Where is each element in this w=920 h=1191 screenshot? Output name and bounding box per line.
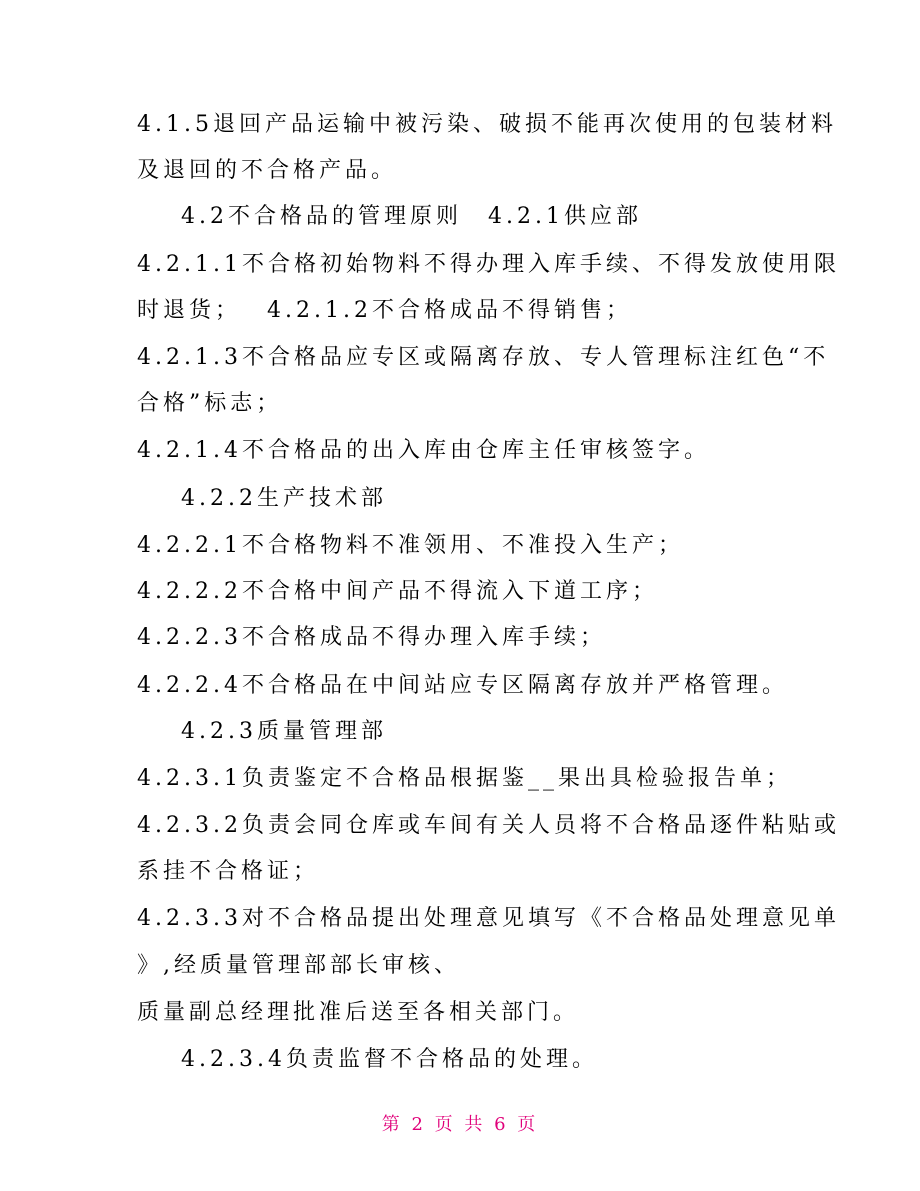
section-heading: 4.2.2生产技术部 xyxy=(181,486,387,511)
paragraph-line: 》,经质量管理部部长审核、 xyxy=(137,953,460,978)
paragraph-line: 系挂不合格证； xyxy=(137,859,320,884)
paragraph-line: 4.2.3.4负责监督不合格品的处理。 xyxy=(181,1047,598,1072)
paragraph-line: 4.1.5退回产品运输中被污染、破损不能再次使用的包装材料 xyxy=(137,112,837,137)
paragraph-line: 及退回的不合格产品。 xyxy=(137,158,398,183)
paragraph-line: 4.2.3.1负责鉴定不合格品根据鉴__果出具检验报告单； xyxy=(137,766,792,791)
paragraph-line: 质量副总经理批准后送至各相关部门。 xyxy=(137,1000,580,1025)
paragraph-line: 4.2.1.1不合格初始物料不得办理入库手续、不得发放使用限 xyxy=(137,252,840,277)
paragraph-line: 4.2.3.2负责会同仓库或车间有关人员将不合格品逐件粘贴或 xyxy=(137,813,840,838)
paragraph-line: 4.2.1.3不合格品应专区或隔离存放、专人管理标注红色“不 xyxy=(137,345,830,370)
paragraph-line: 4.2.1.4不合格品的出入库由仓库主任审核签字。 xyxy=(137,438,710,463)
paragraph-line: 4.2.3.3对不合格品提出处理意见填写《不合格品处理意见单 xyxy=(137,906,840,931)
paragraph-line: 4.2.2.1不合格物料不准领用、不准投入生产； xyxy=(137,533,684,558)
paragraph-line: 4.2.2.3不合格成品不得办理入库手续； xyxy=(137,625,606,650)
paragraph-line: 合格”标志； xyxy=(137,391,283,416)
paragraph-line: 时退货； 4.2.1.2不合格成品不得销售； xyxy=(137,298,632,323)
paragraph-line: 4.2.2.4不合格品在中间站应专区隔离存放并严格管理。 xyxy=(137,673,788,698)
section-heading: 4.2不合格品的管理原则 4.2.1供应部 xyxy=(181,204,642,229)
paragraph-line: 4.2.2.2不合格中间产品不得流入下道工序； xyxy=(137,579,658,604)
page-number-footer: 第 2 页 共 6 页 xyxy=(381,1114,539,1135)
section-heading: 4.2.3质量管理部 xyxy=(181,719,387,744)
